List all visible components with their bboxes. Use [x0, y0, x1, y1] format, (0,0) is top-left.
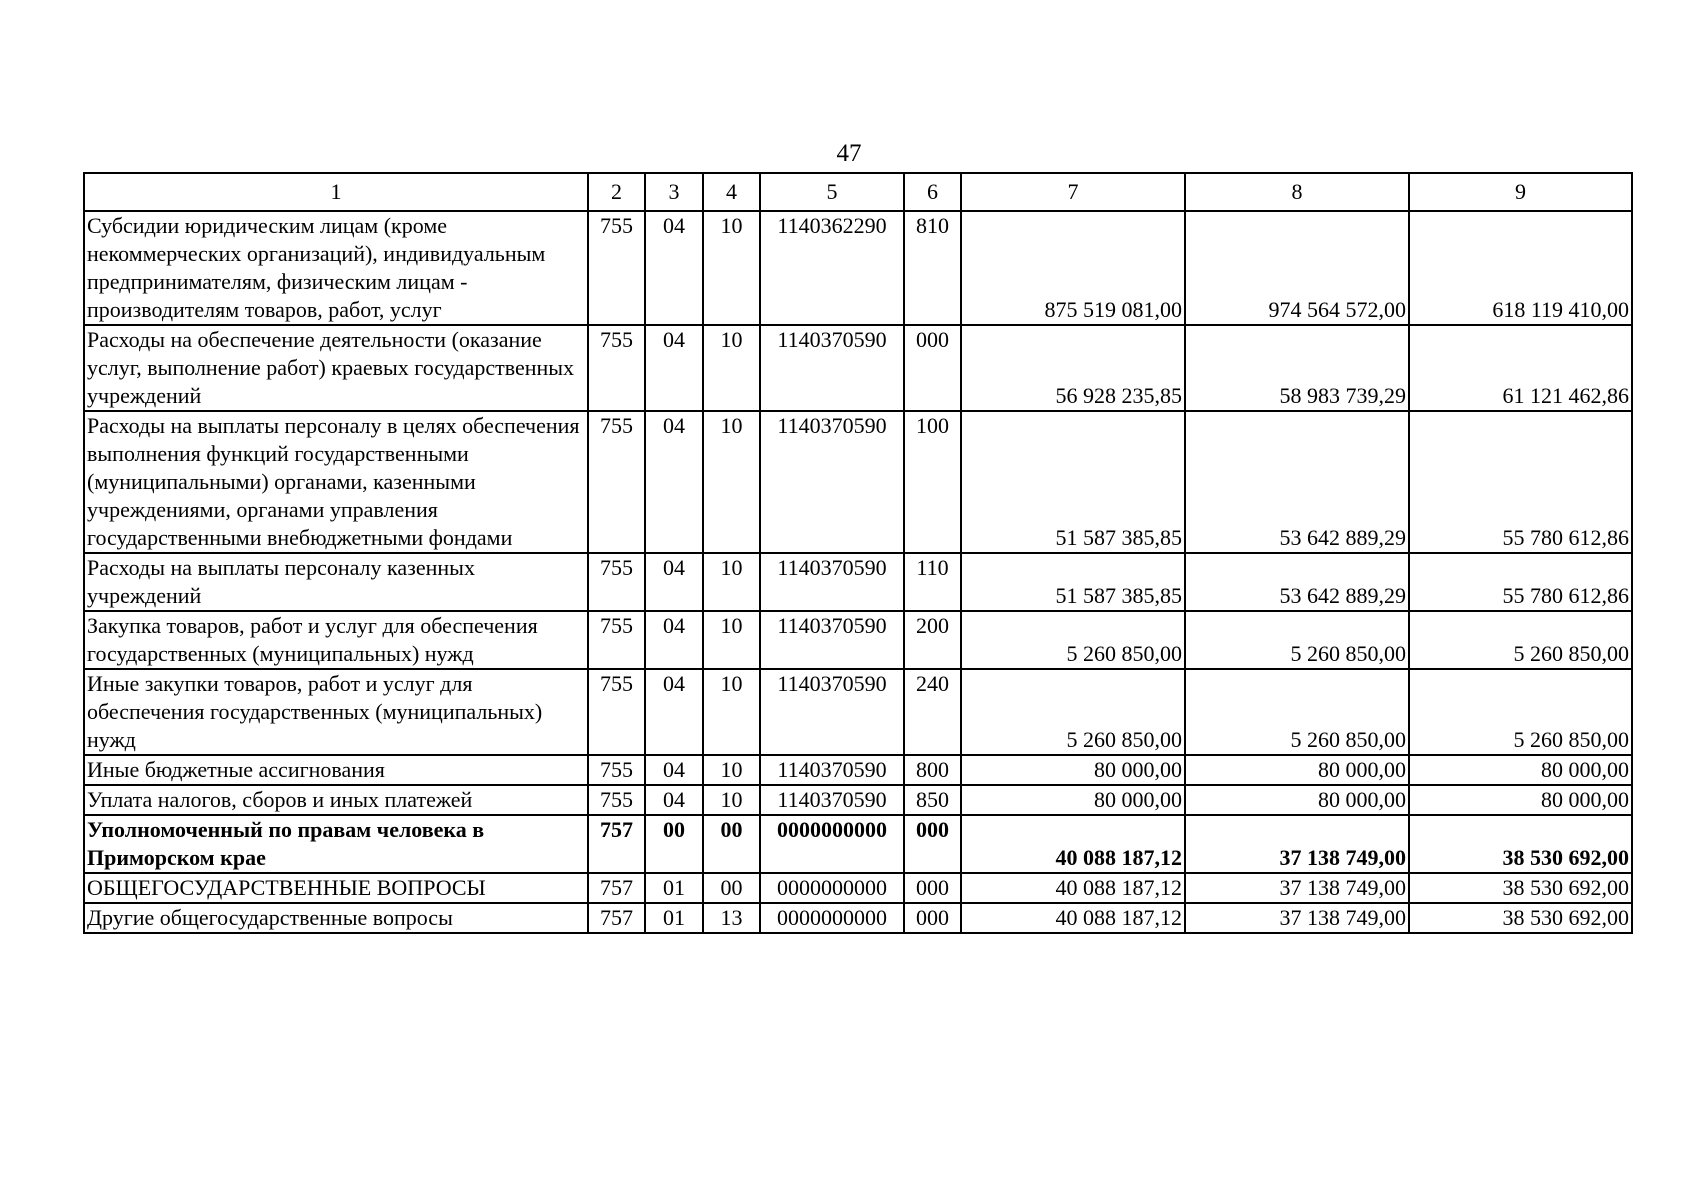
amount-cell: 80 000,00	[1185, 755, 1409, 785]
code-cell: 04	[645, 211, 703, 325]
amount-cell: 875 519 081,00	[961, 211, 1185, 325]
amount-cell: 51 587 385,85	[961, 411, 1185, 553]
code-cell: 0000000000	[760, 815, 904, 873]
code-cell: 200	[904, 611, 961, 669]
amount-cell: 55 780 612,86	[1409, 411, 1632, 553]
column-header: 9	[1409, 173, 1632, 211]
amount-cell: 38 530 692,00	[1409, 903, 1632, 933]
code-cell: 10	[703, 755, 760, 785]
code-cell: 1140370590	[760, 553, 904, 611]
amount-cell: 5 260 850,00	[1409, 611, 1632, 669]
code-cell: 1140370590	[760, 755, 904, 785]
amount-cell: 40 088 187,12	[961, 903, 1185, 933]
code-cell: 10	[703, 669, 760, 755]
amount-cell: 37 138 749,00	[1185, 903, 1409, 933]
code-cell: 1140362290	[760, 211, 904, 325]
code-cell: 000	[904, 903, 961, 933]
code-cell: 757	[588, 903, 645, 933]
code-cell: 850	[904, 785, 961, 815]
code-cell: 000	[904, 873, 961, 903]
table-row	[84, 325, 1632, 411]
row-name: Уплата налогов, сборов и иных платежей	[84, 785, 588, 815]
amount-cell: 53 642 889,29	[1185, 411, 1409, 553]
table-row	[84, 211, 1632, 325]
code-cell: 0000000000	[760, 873, 904, 903]
code-cell: 00	[645, 815, 703, 873]
column-header: 4	[703, 173, 760, 211]
column-header: 2	[588, 173, 645, 211]
page-number: 47	[836, 140, 862, 167]
code-cell: 01	[645, 873, 703, 903]
code-cell: 10	[703, 411, 760, 553]
code-cell: 10	[703, 211, 760, 325]
code-cell: 04	[645, 325, 703, 411]
code-cell: 1140370590	[760, 411, 904, 553]
amount-cell: 5 260 850,00	[1185, 669, 1409, 755]
table-row	[84, 411, 1632, 553]
code-cell: 1140370590	[760, 325, 904, 411]
code-cell: 755	[588, 669, 645, 755]
code-cell: 755	[588, 411, 645, 553]
amount-cell: 618 119 410,00	[1409, 211, 1632, 325]
column-header: 1	[84, 173, 588, 211]
row-name: Расходы на выплаты персоналу казенных учреждений	[84, 553, 588, 611]
code-cell: 757	[588, 873, 645, 903]
code-cell: 04	[645, 411, 703, 553]
code-cell: 000	[904, 815, 961, 873]
table-row	[84, 873, 1632, 903]
code-cell: 755	[588, 325, 645, 411]
code-cell: 10	[703, 785, 760, 815]
table-row	[84, 755, 1632, 785]
amount-cell: 38 530 692,00	[1409, 815, 1632, 873]
code-cell: 04	[645, 785, 703, 815]
code-cell: 00	[703, 815, 760, 873]
amount-cell: 80 000,00	[1409, 785, 1632, 815]
column-header: 6	[904, 173, 961, 211]
code-cell: 04	[645, 755, 703, 785]
row-name: Субсидии юридическим лицам (кроме некоммерческих организаций), индивидуальным предпринимателям, физическим лицам - производителям товаров, работ, услуг	[84, 211, 588, 325]
table-row	[84, 611, 1632, 669]
table-body	[84, 211, 1632, 933]
amount-cell: 56 928 235,85	[961, 325, 1185, 411]
table-header-row	[84, 173, 1632, 211]
amount-cell: 58 983 739,29	[1185, 325, 1409, 411]
amount-cell: 80 000,00	[1185, 785, 1409, 815]
code-cell: 800	[904, 755, 961, 785]
table-row	[84, 669, 1632, 755]
code-cell: 1140370590	[760, 611, 904, 669]
row-name: Иные бюджетные ассигнования	[84, 755, 588, 785]
amount-cell: 40 088 187,12	[961, 815, 1185, 873]
amount-cell: 38 530 692,00	[1409, 873, 1632, 903]
amount-cell: 5 260 850,00	[1185, 611, 1409, 669]
amount-cell: 80 000,00	[1409, 755, 1632, 785]
amount-cell: 53 642 889,29	[1185, 553, 1409, 611]
row-name: Уполномоченный по правам человека в Приморском крае	[84, 815, 588, 873]
column-header: 7	[961, 173, 1185, 211]
table-row	[84, 903, 1632, 933]
code-cell: 04	[645, 611, 703, 669]
amount-cell: 5 260 850,00	[961, 669, 1185, 755]
amount-cell: 37 138 749,00	[1185, 815, 1409, 873]
amount-cell: 40 088 187,12	[961, 873, 1185, 903]
code-cell: 755	[588, 785, 645, 815]
code-cell: 10	[703, 611, 760, 669]
table-row	[84, 553, 1632, 611]
row-name: Иные закупки товаров, работ и услуг для обеспечения государственных (муниципальных) нужд	[84, 669, 588, 755]
row-name: Другие общегосударственные вопросы	[84, 903, 588, 933]
amount-cell: 974 564 572,00	[1185, 211, 1409, 325]
code-cell: 01	[645, 903, 703, 933]
code-cell: 04	[645, 553, 703, 611]
table-row	[84, 785, 1632, 815]
code-cell: 100	[904, 411, 961, 553]
amount-cell: 37 138 749,00	[1185, 873, 1409, 903]
amount-cell: 61 121 462,86	[1409, 325, 1632, 411]
code-cell: 00	[703, 873, 760, 903]
table-row	[84, 815, 1632, 873]
amount-cell: 5 260 850,00	[961, 611, 1185, 669]
amount-cell: 80 000,00	[961, 755, 1185, 785]
row-name: Закупка товаров, работ и услуг для обеспечения государственных (муниципальных) нужд	[84, 611, 588, 669]
code-cell: 10	[703, 325, 760, 411]
amount-cell: 5 260 850,00	[1409, 669, 1632, 755]
column-header: 5	[760, 173, 904, 211]
row-name: ОБЩЕГОСУДАРСТВЕННЫЕ ВОПРОСЫ	[84, 873, 588, 903]
column-header: 8	[1185, 173, 1409, 211]
code-cell: 810	[904, 211, 961, 325]
code-cell: 1140370590	[760, 669, 904, 755]
amount-cell: 55 780 612,86	[1409, 553, 1632, 611]
code-cell: 000	[904, 325, 961, 411]
code-cell: 755	[588, 553, 645, 611]
amount-cell: 51 587 385,85	[961, 553, 1185, 611]
code-cell: 755	[588, 211, 645, 325]
code-cell: 240	[904, 669, 961, 755]
row-name: Расходы на выплаты персоналу в целях обеспечения выполнения функций государственными (муниципальными) органами, казенными учреждениями, органами управления государственными внебюджетными фондами	[84, 411, 588, 553]
amount-cell: 80 000,00	[961, 785, 1185, 815]
code-cell: 1140370590	[760, 785, 904, 815]
code-cell: 755	[588, 611, 645, 669]
code-cell: 110	[904, 553, 961, 611]
code-cell: 13	[703, 903, 760, 933]
code-cell: 0000000000	[760, 903, 904, 933]
code-cell: 10	[703, 553, 760, 611]
code-cell: 755	[588, 755, 645, 785]
column-header: 3	[645, 173, 703, 211]
budget-table	[83, 172, 1633, 934]
row-name: Расходы на обеспечение деятельности (оказание услуг, выполнение работ) краевых государственных учреждений	[84, 325, 588, 411]
code-cell: 757	[588, 815, 645, 873]
code-cell: 04	[645, 669, 703, 755]
